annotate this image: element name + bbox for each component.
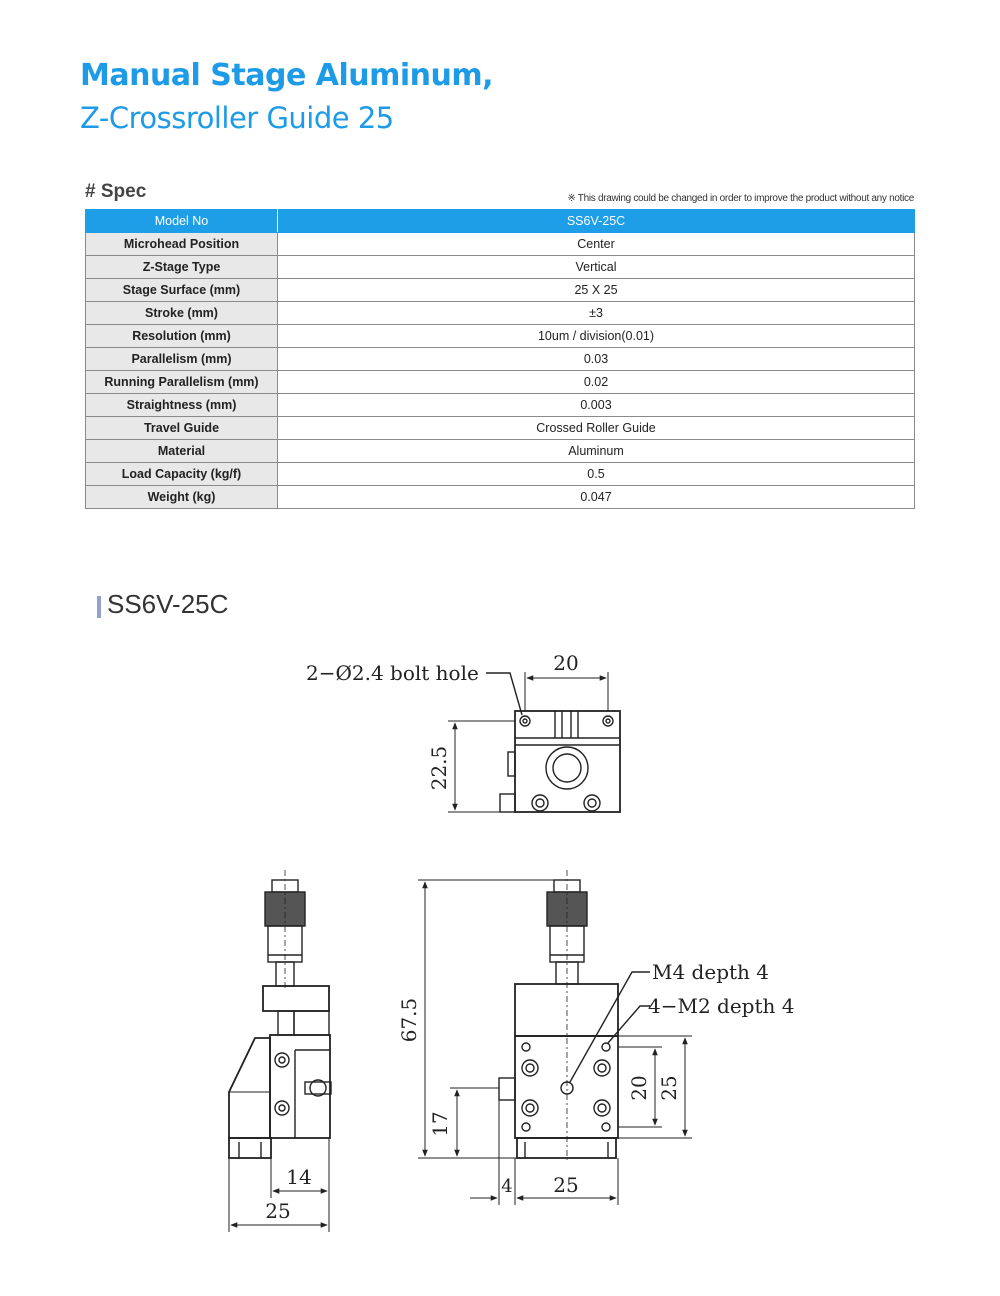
- screw-icon: [279, 1105, 285, 1111]
- spec-label: Material: [86, 440, 278, 463]
- m2-hole-icon: [522, 1123, 530, 1131]
- bolt-hole-icon: [603, 716, 613, 726]
- spec-value: Center: [278, 233, 915, 256]
- spec-label: Z-Stage Type: [86, 256, 278, 279]
- dim-top-height: 22.5: [427, 745, 451, 791]
- spec-value: Vertical: [278, 256, 915, 279]
- bolt-hole-icon: [606, 719, 610, 723]
- side-spindle: [278, 1011, 294, 1035]
- page-title-line1: Manual Stage Aluminum,: [80, 58, 494, 93]
- spec-label: Stage Surface (mm): [86, 279, 278, 302]
- screw-icon: [522, 1100, 538, 1116]
- bolt-hole-icon: [523, 719, 527, 723]
- spec-value: 0.5: [278, 463, 915, 486]
- top-view-tab: [500, 794, 515, 812]
- side-base: [229, 1138, 271, 1158]
- spec-value: 0.047: [278, 486, 915, 509]
- m2-hole-icon: [522, 1043, 530, 1051]
- top-view-tab: [508, 752, 515, 776]
- bolt-hole-label: 2−Ø2.4 bolt hole: [306, 661, 479, 685]
- screw-icon: [275, 1101, 289, 1115]
- front-view: [418, 870, 692, 1205]
- dim-front-25-vertical: 25: [657, 1075, 681, 1101]
- page-title-line2: Z-Crossroller Guide 25: [80, 101, 394, 135]
- front-stage: [515, 1036, 618, 1138]
- front-knob: [499, 1078, 515, 1100]
- spec-value: ±3: [278, 302, 915, 325]
- spec-header-label: Model No: [86, 210, 278, 233]
- dim-front-total-height: 67.5: [397, 997, 421, 1043]
- dim-side-inner: 14: [286, 1165, 312, 1189]
- spec-label: Running Parallelism (mm): [86, 371, 278, 394]
- dim-front-4: 4: [501, 1176, 513, 1197]
- screw-icon: [526, 1064, 534, 1072]
- micrometer-hole-icon: [553, 754, 581, 782]
- m2-hole-icon: [602, 1043, 610, 1051]
- screw-icon: [598, 1064, 606, 1072]
- model-name: SS6V-25C: [107, 589, 229, 619]
- spec-value: Crossed Roller Guide: [278, 417, 915, 440]
- spec-label: Travel Guide: [86, 417, 278, 440]
- side-bracket: [229, 1038, 270, 1138]
- screw-icon: [536, 799, 544, 807]
- dim-side-outer: 25: [265, 1199, 291, 1223]
- side-view: [229, 870, 331, 1232]
- micrometer-hole-icon: [546, 747, 588, 789]
- side-clamp: [263, 986, 329, 1011]
- spec-label: Weight (kg): [86, 486, 278, 509]
- screw-icon: [522, 1060, 538, 1076]
- spec-value: 25 X 25: [278, 279, 915, 302]
- dim-front-25-horizontal: 25: [553, 1173, 579, 1197]
- top-view: [448, 672, 620, 812]
- note-m4: M4 depth 4: [652, 960, 770, 984]
- side-stage-top: [294, 1011, 329, 1035]
- front-base: [517, 1138, 616, 1158]
- spec-value: 0.003: [278, 394, 915, 417]
- screw-icon: [532, 795, 548, 811]
- screw-icon: [594, 1100, 610, 1116]
- bolt-hole-icon: [520, 716, 530, 726]
- leader-line: [608, 1006, 650, 1043]
- spec-value: 0.03: [278, 348, 915, 371]
- screw-icon: [598, 1104, 606, 1112]
- note-m2: 4−M2 depth 4: [648, 994, 795, 1018]
- front-clamp: [515, 984, 618, 1036]
- dim-front-20: 20: [627, 1075, 651, 1101]
- leader-line: [486, 673, 522, 715]
- m2-hole-icon: [602, 1123, 610, 1131]
- spec-value: 10um / division(0.01): [278, 325, 915, 348]
- screw-icon: [584, 795, 600, 811]
- screw-icon: [594, 1060, 610, 1076]
- spec-label: Microhead Position: [86, 233, 278, 256]
- lock-knob-icon: [305, 1082, 331, 1094]
- screw-icon: [279, 1057, 285, 1063]
- spec-label: Parallelism (mm): [86, 348, 278, 371]
- notice-text: ※ This drawing could be changed in order to improve the product without any notice: [567, 193, 914, 204]
- dim-front-lower-height: 17: [428, 1111, 452, 1137]
- spec-label: Load Capacity (kg/f): [86, 463, 278, 486]
- spec-label: Resolution (mm): [86, 325, 278, 348]
- screw-icon: [526, 1104, 534, 1112]
- screw-icon: [275, 1053, 289, 1067]
- spec-header-value: SS6V-25C: [278, 210, 915, 233]
- spec-value: Aluminum: [278, 440, 915, 463]
- top-view-body: [515, 711, 620, 812]
- dim-top-width: 20: [553, 651, 579, 675]
- spec-label: Straightness (mm): [86, 394, 278, 417]
- screw-icon: [588, 799, 596, 807]
- spec-label: Stroke (mm): [86, 302, 278, 325]
- spec-heading: # Spec: [85, 181, 147, 202]
- spec-value: 0.02: [278, 371, 915, 394]
